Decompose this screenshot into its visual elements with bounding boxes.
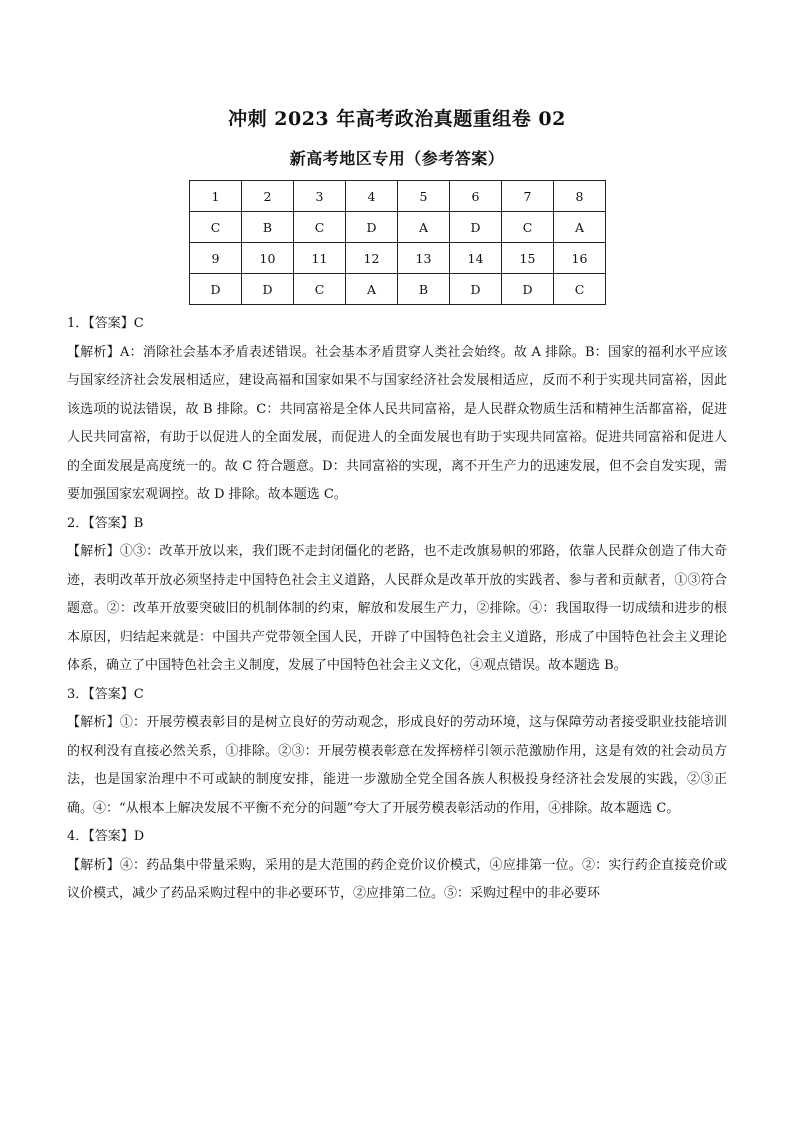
table-cell: C — [190, 212, 242, 243]
table-cell: 4 — [346, 181, 398, 212]
table-cell: 6 — [450, 181, 502, 212]
table-row — [190, 243, 606, 274]
table-cell: 8 — [554, 181, 606, 212]
answer-explanations — [67, 310, 727, 909]
table-cell: 7 — [502, 181, 554, 212]
table-cell: 2 — [242, 181, 294, 212]
table-cell: D — [346, 212, 398, 243]
answer-item-2 — [67, 510, 727, 681]
answer-explanation: 【解析】①：开展劳模表彰目的是树立良好的劳动观念，形成良好的劳动环境，这与保障劳动者接受职业技能培训的权利没有直接必然关系，①排除。②③：开展劳模表彰意在发挥榜样引领示范激励作用，这是有效的社会动员方法，也是国家治理中不可或缺的制度安排，能进一步激励全党全国各族人积极投身经济社会发展的实践，②③正确。④：“从根本上解决发展不平衡不充分的问题”夸大了开展劳模表彰活动的作用，④排除。故本题选 C。 — [67, 715, 727, 816]
page-subtitle: 新高考地区专用（参考答案） — [289, 149, 505, 168]
table-cell: 14 — [450, 243, 502, 274]
answer-heading: 3．【答案】C — [67, 686, 144, 702]
table-cell: C — [502, 212, 554, 243]
table-cell: 3 — [294, 181, 346, 212]
table-cell: D — [450, 274, 502, 305]
table-cell: 12 — [346, 243, 398, 274]
answer-explanation: 【解析】A：消除社会基本矛盾表述错误。社会基本矛盾贯穿人类社会始终。故 A 排除。B：国家的福利水平应该与国家经济社会发展相适应，建设高福和国家如果不与国家经济社会发展相适应，反而不利于实现共同富裕，因此该选项的说法错误，故 B 排除。C：共同富裕是全体人民共同富裕，是人民群众物质生活和精神生活都富裕，促进人民共同富裕，有助于以促进人的全面发展，而促进人的全面发展也有助于实现共同富裕。促进共同富裕和促进人的全面发展是高度统一的。故 C 符合题意。D：共同富裕的实现，离不开生产力的迅速发展，但不会自发实现，需要加强国家宏观调控。故 D 排除。故本题选 C。 — [67, 344, 727, 502]
table-cell: C — [294, 212, 346, 243]
table-cell: D — [502, 274, 554, 305]
table-row — [190, 212, 606, 243]
table-row — [190, 181, 606, 212]
table-cell: 5 — [398, 181, 450, 212]
answer-explanation: 【解析】①③：改革开放以来，我们既不走封闭僵化的老路，也不走改旗易帜的邪路，依靠人民群众创造了伟大奇迹，表明改革开放必须坚持走中国特色社会主义道路，人民群众是改革开放的实践者、参与者和贡献者，①③符合题意。②：改革开放要突破旧的机制体制的约束，解放和发展生产力，②排除。④：我国取得一切成绩和进步的根本原因，归结起来就是：中国共产党带领全国人民，开辟了中国特色社会主义道路，形成了中国特色社会主义理论体系，确立了中国特色社会主义制度，发展了中国特色社会主义文化，④观点错误。故本题选 B。 — [67, 544, 727, 673]
table-cell: C — [554, 274, 606, 305]
table-cell: 10 — [242, 243, 294, 274]
table-cell: C — [294, 274, 346, 305]
table-cell: D — [190, 274, 242, 305]
table-cell: 13 — [398, 243, 450, 274]
answer-explanation: 【解析】④：药品集中带量采购，采用的是大范围的药企竞价议价模式，④应排第一位。②：实行药企直接竞价或议价模式，减少了药品采购过程中的非必要环节，②应排第二位。⑤：采购过程中的非必要环 — [67, 857, 727, 901]
table-cell: 9 — [190, 243, 242, 274]
answer-heading: 4．【答案】D — [67, 829, 145, 844]
table-cell: 16 — [554, 243, 606, 274]
table-cell: A — [554, 212, 606, 243]
table-cell: A — [398, 212, 450, 243]
answer-item-3 — [67, 681, 727, 824]
answer-heading: 2．【答案】B — [67, 515, 144, 531]
answer-item-1 — [67, 310, 727, 510]
table-cell: D — [450, 212, 502, 243]
table-cell: 11 — [294, 243, 346, 274]
table-cell: D — [242, 274, 294, 305]
answer-heading: 1．【答案】C — [67, 316, 144, 331]
table-cell: 15 — [502, 243, 554, 274]
page-title: 冲刺 2023 年高考政治真题重组卷 02 — [228, 108, 566, 130]
table-cell: B — [242, 212, 294, 243]
table-cell: A — [346, 274, 398, 305]
answer-item-4 — [67, 823, 727, 909]
answer-table — [189, 180, 606, 305]
table-row — [190, 274, 606, 305]
table-cell: B — [398, 274, 450, 305]
table-cell: 1 — [190, 181, 242, 212]
